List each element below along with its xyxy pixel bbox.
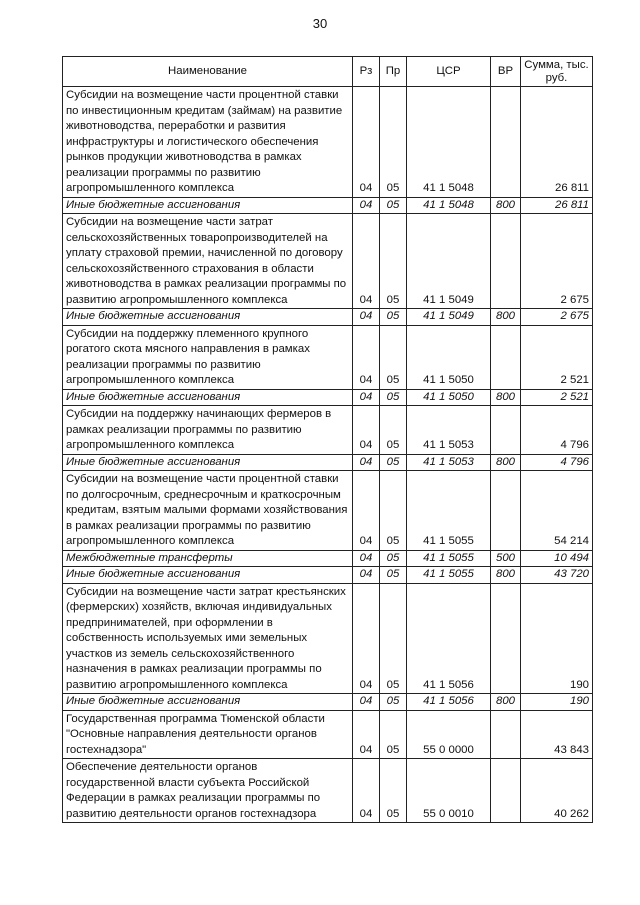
- row-csr: 41 1 5050: [407, 389, 491, 406]
- row-rz: 04: [353, 567, 380, 584]
- row-name: Иные бюджетные ассигнования: [63, 309, 353, 326]
- row-pr: 05: [380, 694, 407, 711]
- row-pr: 05: [380, 325, 407, 389]
- row-sum: 4 796: [521, 454, 593, 471]
- row-vr: [491, 406, 521, 455]
- row-name: Субсидии на возмещение части процентной ставки по долгосрочным, среднесрочным и краткосрочным кредитам, взятым малыми формами хозяйствования в рамках реализации программы по развитию агропромышленного комплекса: [63, 471, 353, 551]
- row-rz: 04: [353, 550, 380, 567]
- header-name: Наименование: [63, 57, 353, 87]
- row-name: Иные бюджетные ассигнования: [63, 567, 353, 584]
- header-pr: Пр: [380, 57, 407, 87]
- table-row: [63, 471, 593, 551]
- row-pr: 05: [380, 710, 407, 759]
- row-vr: [491, 325, 521, 389]
- row-rz: 04: [353, 710, 380, 759]
- row-sum: 190: [521, 583, 593, 694]
- row-rz: 04: [353, 471, 380, 551]
- row-pr: 05: [380, 583, 407, 694]
- row-pr: 05: [380, 471, 407, 551]
- row-rz: 04: [353, 214, 380, 309]
- row-csr: 41 1 5053: [407, 406, 491, 455]
- row-name: Обеспечение деятельности органов государственной власти субъекта Российской Федерации в рамках реализации программы по развитию деятельности органов гостехнадзора: [63, 759, 353, 823]
- table-row: [63, 406, 593, 455]
- row-csr: 41 1 5048: [407, 87, 491, 198]
- row-sum: 26 811: [521, 197, 593, 214]
- row-vr: [491, 759, 521, 823]
- row-csr: 41 1 5053: [407, 454, 491, 471]
- row-rz: 04: [353, 694, 380, 711]
- row-rz: 04: [353, 325, 380, 389]
- table-row: [63, 710, 593, 759]
- row-csr: 41 1 5055: [407, 471, 491, 551]
- row-rz: 04: [353, 197, 380, 214]
- row-sum: 190: [521, 694, 593, 711]
- row-sum: 43 843: [521, 710, 593, 759]
- row-pr: 05: [380, 454, 407, 471]
- table-row: [63, 694, 593, 711]
- row-pr: 05: [380, 406, 407, 455]
- row-csr: 41 1 5048: [407, 197, 491, 214]
- row-vr: [491, 214, 521, 309]
- row-csr: 41 1 5056: [407, 583, 491, 694]
- row-sum: 43 720: [521, 567, 593, 584]
- row-name: Субсидии на поддержку племенного крупного рогатого скота мясного направления в рамках реализации программы по развитию агропромышленного комплекса: [63, 325, 353, 389]
- row-sum: 54 214: [521, 471, 593, 551]
- table-row: [63, 214, 593, 309]
- row-name: Иные бюджетные ассигнования: [63, 389, 353, 406]
- row-sum: 4 796: [521, 406, 593, 455]
- table-row: [63, 454, 593, 471]
- row-vr: 800: [491, 309, 521, 326]
- row-pr: 05: [380, 567, 407, 584]
- row-vr: 500: [491, 550, 521, 567]
- header-vr: ВР: [491, 57, 521, 87]
- row-vr: [491, 87, 521, 198]
- row-name: Государственная программа Тюменской области "Основные направления деятельности органов гостехнадзора": [63, 710, 353, 759]
- table-row: [63, 389, 593, 406]
- table-row: [63, 759, 593, 823]
- header-rz: Рз: [353, 57, 380, 87]
- row-csr: 41 1 5049: [407, 309, 491, 326]
- row-rz: 04: [353, 759, 380, 823]
- header-sum: Сумма, тыс. руб.: [521, 57, 593, 87]
- row-pr: 05: [380, 197, 407, 214]
- table-row: [63, 197, 593, 214]
- row-name: Иные бюджетные ассигнования: [63, 197, 353, 214]
- table-row: [63, 309, 593, 326]
- row-rz: 04: [353, 583, 380, 694]
- row-sum: 40 262: [521, 759, 593, 823]
- row-pr: 05: [380, 309, 407, 326]
- row-name: Межбюджетные трансферты: [63, 550, 353, 567]
- row-csr: 41 1 5055: [407, 550, 491, 567]
- row-pr: 05: [380, 214, 407, 309]
- row-rz: 04: [353, 389, 380, 406]
- row-pr: 05: [380, 389, 407, 406]
- row-rz: 04: [353, 454, 380, 471]
- row-vr: [491, 583, 521, 694]
- row-sum: 2 675: [521, 214, 593, 309]
- row-vr: 800: [491, 694, 521, 711]
- row-vr: 800: [491, 197, 521, 214]
- page-number: 30: [312, 16, 328, 31]
- row-pr: 05: [380, 550, 407, 567]
- row-csr: 41 1 5055: [407, 567, 491, 584]
- row-csr: 55 0 0010: [407, 759, 491, 823]
- row-vr: 800: [491, 567, 521, 584]
- table-row: [63, 567, 593, 584]
- table-row: [63, 87, 593, 198]
- table-row: [63, 325, 593, 389]
- table-row: [63, 583, 593, 694]
- row-name: Иные бюджетные ассигнования: [63, 694, 353, 711]
- row-sum: 2 675: [521, 309, 593, 326]
- row-vr: 800: [491, 389, 521, 406]
- row-rz: 04: [353, 309, 380, 326]
- row-sum: 2 521: [521, 325, 593, 389]
- row-vr: [491, 710, 521, 759]
- row-vr: 800: [491, 454, 521, 471]
- row-rz: 04: [353, 406, 380, 455]
- row-name: Субсидии на поддержку начинающих фермеров в рамках реализации программы по развитию агропромышленного комплекса: [63, 406, 353, 455]
- row-pr: 05: [380, 87, 407, 198]
- table-header-row: [63, 57, 593, 87]
- row-pr: 05: [380, 759, 407, 823]
- row-name: Субсидии на возмещение части затрат сельскохозяйственных товаропроизводителей на уплату страховой премии, начисленной по договору сельскохозяйственного страхования в области животноводства в рамках реализации программы по развитию агропромышленного комплекса: [63, 214, 353, 309]
- table-row: [63, 550, 593, 567]
- row-sum: 26 811: [521, 87, 593, 198]
- row-csr: 41 1 5056: [407, 694, 491, 711]
- row-rz: 04: [353, 87, 380, 198]
- row-name: Субсидии на возмещение части процентной ставки по инвестиционным кредитам (займам) на развитие животноводства, переработки и развития инфраструктуры и логистического обеспечения рынков продукции животноводства в рамках реализации программы по развитию агропромышленного комплекса: [63, 87, 353, 198]
- row-csr: 55 0 0000: [407, 710, 491, 759]
- row-vr: [491, 471, 521, 551]
- row-csr: 41 1 5049: [407, 214, 491, 309]
- row-sum: 10 494: [521, 550, 593, 567]
- row-csr: 41 1 5050: [407, 325, 491, 389]
- row-sum: 2 521: [521, 389, 593, 406]
- header-csr: ЦСР: [407, 57, 491, 87]
- row-name: Субсидии на возмещение части затрат крестьянских (фермерских) хозяйств, включая индивидуальных предпринимателей, при оформлении в собственность используемых ими земельных участков из земель сельскохозяйственного назначения в рамках реализации программы по развитию агропромышленного комплекса: [63, 583, 353, 694]
- row-name: Иные бюджетные ассигнования: [63, 454, 353, 471]
- budget-table: [62, 56, 593, 823]
